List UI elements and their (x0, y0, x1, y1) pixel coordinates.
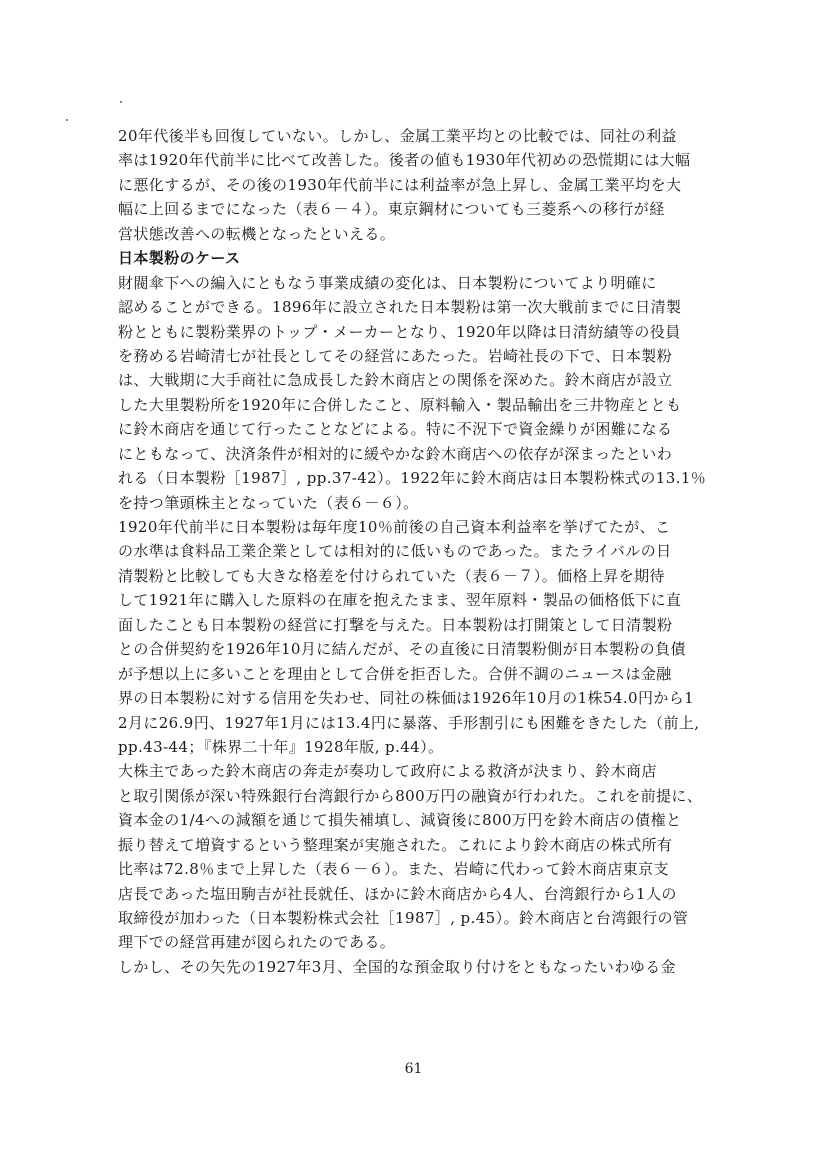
text-line: 資本金の1/4への減額を通じて損失補填し、減資後に800万円を鈴木商店の債権と (118, 811, 682, 830)
text-line: しかし、その矢先の1927年3月、全国的な預金取り付けをともなったいわゆる金 (118, 957, 676, 976)
paragraph (118, 271, 718, 515)
text-line: 理下での経営再建が図られたのである。 (118, 933, 396, 952)
text-line: 店長であった塩田駒吉が社長就任、ほかに鈴木商店から4人、台湾銀行から1人の (118, 884, 677, 903)
text-line: が予想以上に多いことを理由として合併を拒否した。合併不調のニュースは金融 (118, 664, 672, 683)
text-line: 清製粉と比較しても大きな格差を付けられていた（表６－７）。価格上昇を期待 (118, 566, 665, 585)
text-line: 界の日本製粉に対する信用を失わせ、同社の株価は1926年10月の1株54.0円から1 (118, 689, 695, 708)
text-line: 財閥傘下への編入にともなう事業成績の変化は、日本製粉についてより明確に (118, 273, 657, 292)
page-number: 61 (404, 1061, 423, 1077)
scan-speck (120, 101, 122, 103)
text-line: 面したことも日本製粉の経営に打撃を与えた。日本製粉は打開策として日清製粉 (118, 615, 673, 634)
text-line: にともなって、決済条件が相対的に緩やかな鈴木商店への依存が深まったといわ (118, 444, 673, 463)
paragraph (118, 515, 718, 759)
text-line: 20年代後半も回復していない。しかし、金属工業平均との比較では、同社の利益 (118, 127, 677, 145)
text-line: 率は1920年代前半に比べて改善した。後者の値も1930年代初めの恐慌期には大幅 (118, 151, 691, 170)
text-line: を持つ筆頭株主となっていた（表６－６）。 (118, 493, 419, 512)
text-line: に鈴木商店を通じて行ったことなどによる。特に不況下で資金繰りが困難になる (118, 420, 673, 439)
text-line: との合併契約を1926年10月に結んだが、その直後に日清製粉側が日本製粉の負債 (118, 640, 686, 659)
text-line: pp.43-44；『株界二十年』1928年版, p.44）。 (118, 737, 444, 756)
body-text (118, 124, 718, 979)
text-line: 幅に上回るまでになった（表６－４）。東京鋼材についても三菱系への移行が経 (118, 200, 665, 219)
paragraph (118, 759, 718, 955)
text-line: 比率は72.8％まで上昇した（表６－６）。また、岩崎に代わって鈴木商店東京支 (118, 860, 669, 879)
text-line: して1921年に購入した原料の在庫を抱えたまま、翌年原料・製品の価格低下に直 (118, 591, 682, 610)
scan-speck (66, 119, 68, 121)
text-line: 1920年代前半に日本製粉は毎年度10％前後の自己資本利益率を挙げてたが、こ (118, 518, 671, 536)
text-line: は、大戦期に大手商社に急成長した鈴木商店との関係を深めた。鈴木商店が設立 (118, 371, 673, 390)
text-line: 営状態改善への転機となったといえる。 (118, 224, 396, 243)
text-line: 認めることができる。1896年に設立された日本製粉は第一次大戦前までに日清製 (118, 298, 682, 317)
text-line: 振り替えて増資するという整理案が実施された。これにより鈴木商店の株式所有 (118, 835, 673, 854)
text-line: に悪化するが、その後の1930年代前半には利益率が急上昇し、金属工業平均を大 (118, 175, 682, 194)
text-line: 粉とともに製粉業界のトップ・メーカーとなり、1920年以降は日清紡績等の役員 (118, 322, 681, 341)
text-line: した大里製粉所を1920年に合併したこと、原料輸入・製品輸出を三井物産ととも (118, 395, 682, 414)
paragraph (118, 955, 718, 979)
paragraph-continued (118, 124, 718, 246)
text-line: 取締役が加わった（日本製粉株式会社［1987］, p.45）。鈴木商店と台湾銀行の管 (118, 909, 689, 927)
section-heading: 日本製粉のケース (118, 249, 241, 268)
text-line: を務める岩崎清七が社長としてその経営にあたった。岩崎社長の下で、日本製粉 (118, 346, 673, 365)
text-line: 大株主であった鈴木商店の奔走が奏功して政府による救済が決まり、鈴木商店 (118, 762, 657, 781)
text-line: の水準は食料品工業企業としては相対的に低いものであった。またライバルの日 (118, 542, 672, 561)
text-line: れる（日本製粉［1987］, pp.37-42）。1922年に鈴木商店は日本製粉株式の13.1％ (118, 469, 707, 488)
text-line: 2月に26.9円、1927年1月には13.4円に暴落、手形割引にも困難をきたした（前上, (118, 713, 700, 732)
text-line: と取引関係が深い特殊銀行台湾銀行から800万円の融資が行われた。これを前提に、 (118, 786, 703, 805)
